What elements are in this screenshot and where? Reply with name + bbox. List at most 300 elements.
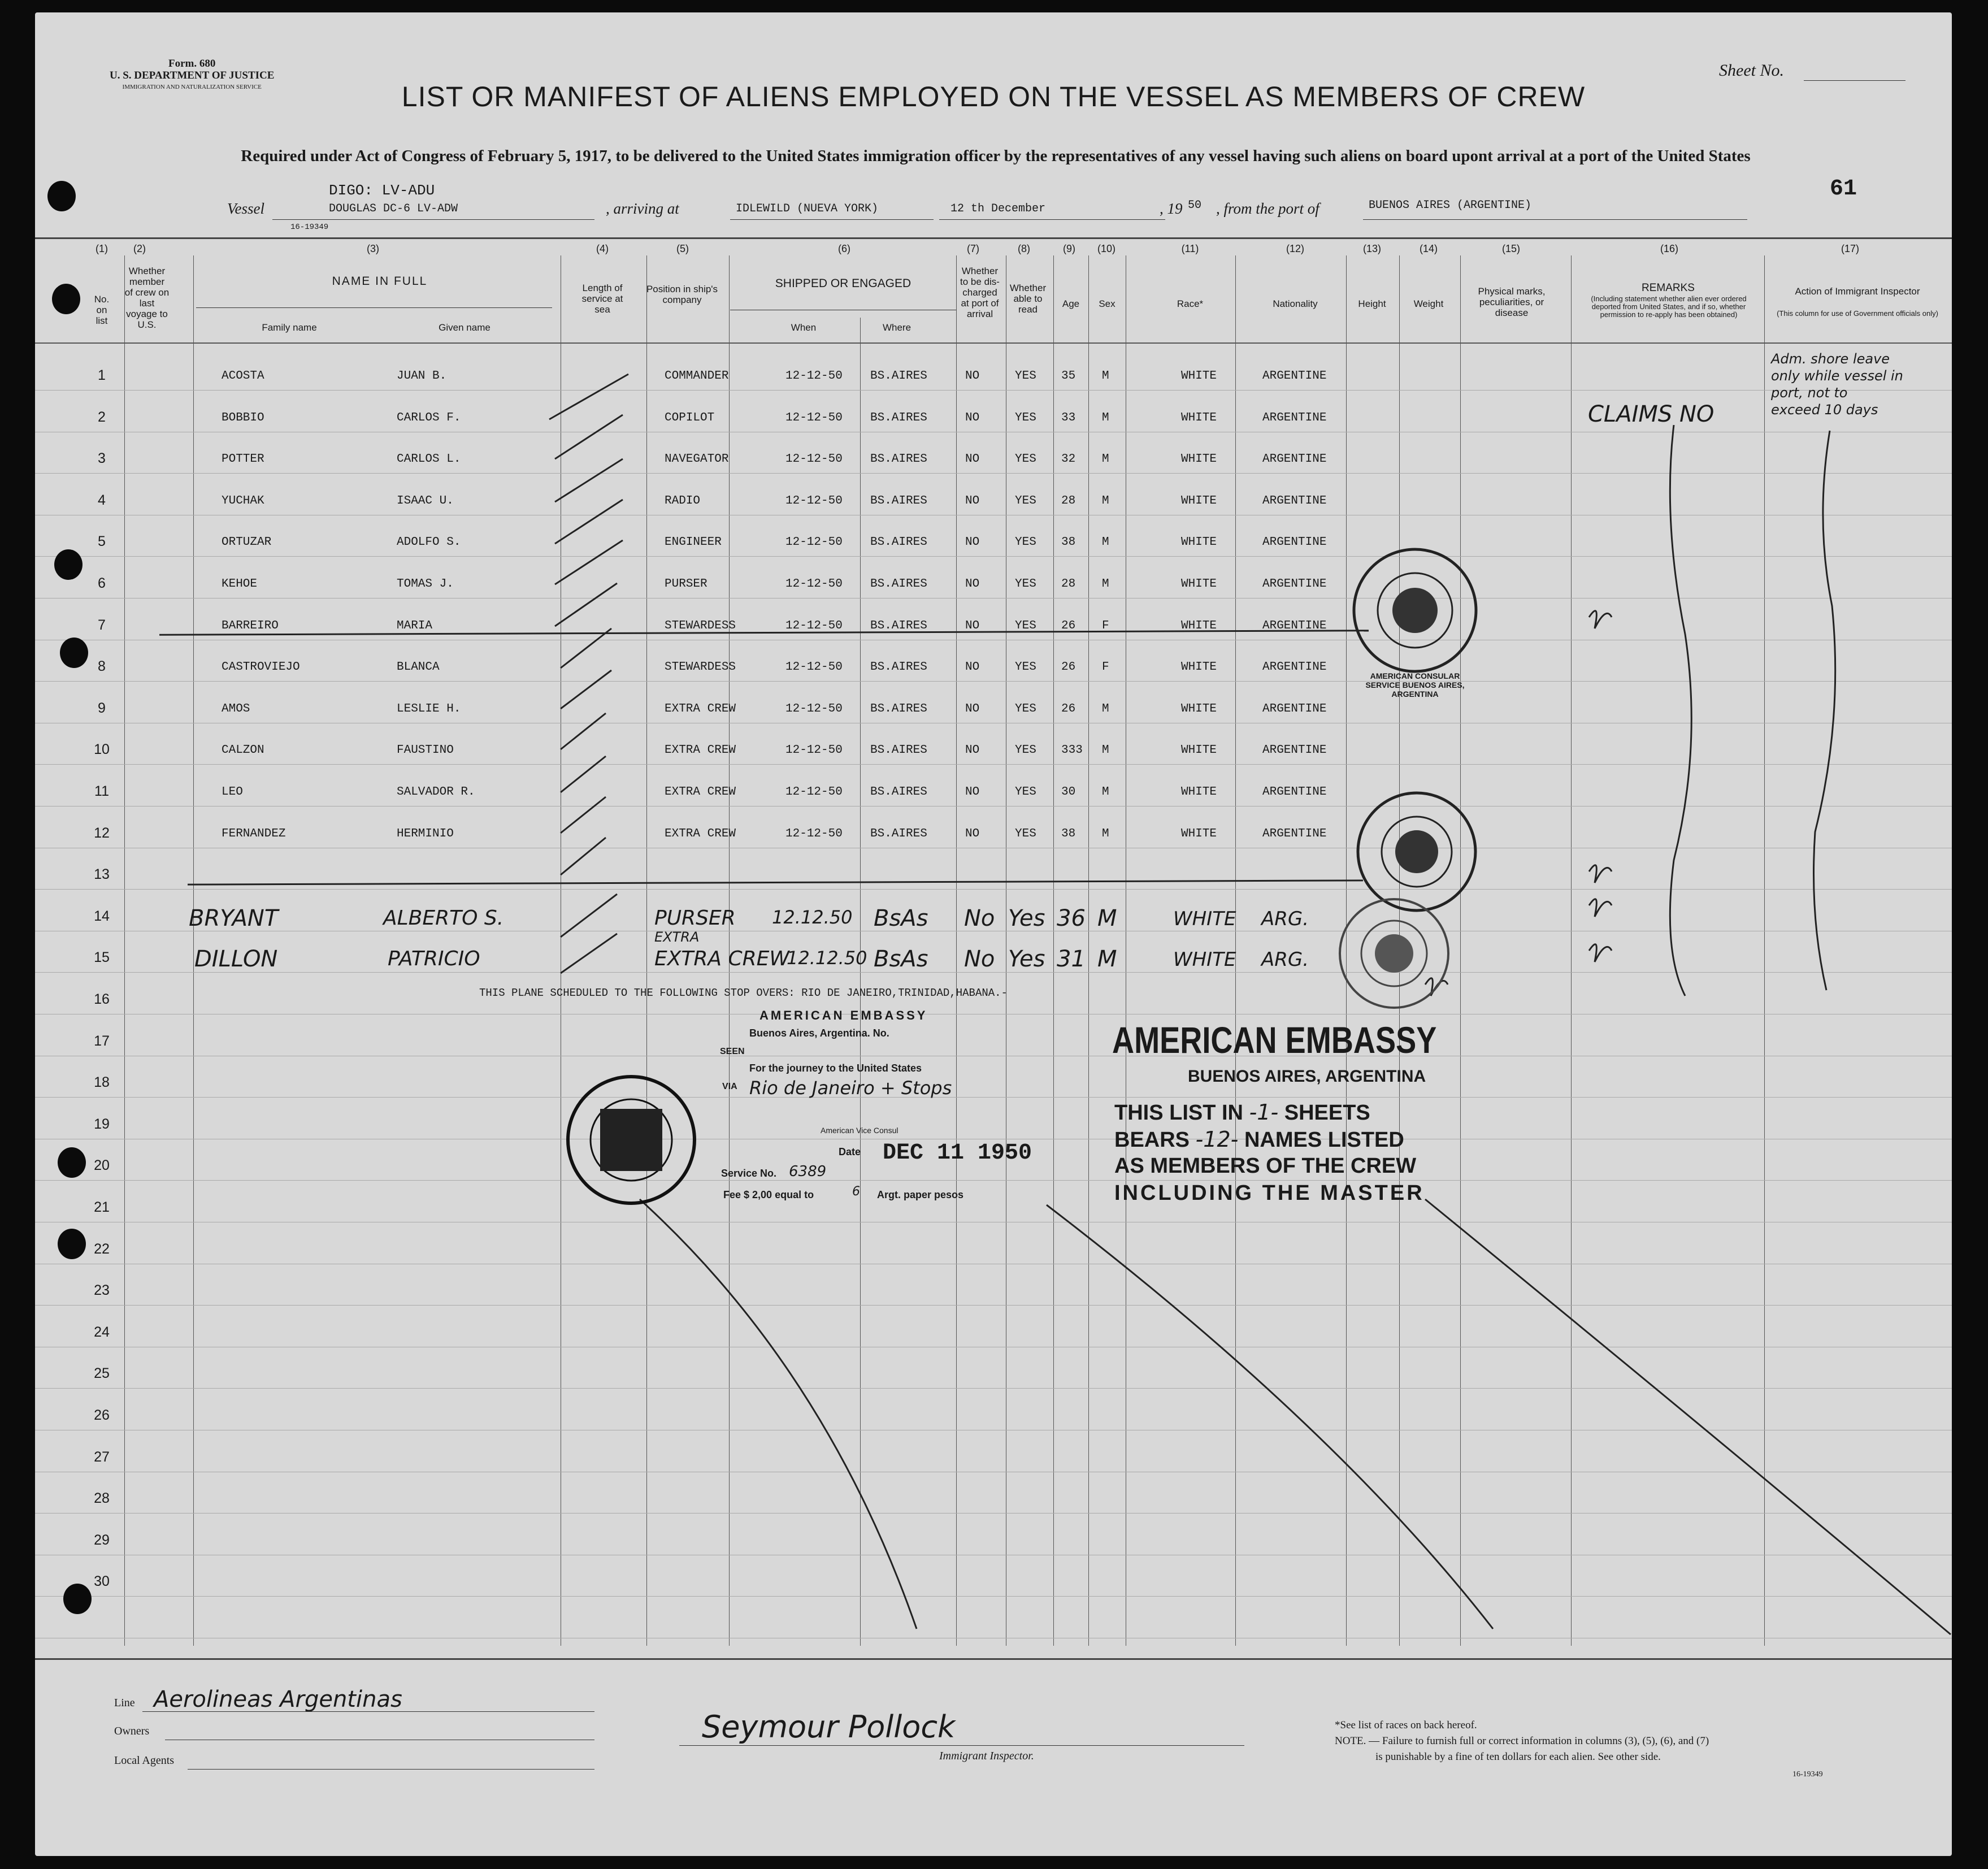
crew-age-cell: 28 <box>1061 495 1076 508</box>
action-line-2: only while vessel in <box>1771 368 1903 384</box>
crew-position-cell: STEWARDESS <box>665 619 736 632</box>
crew-sex-cell: M <box>1102 453 1109 466</box>
crew-age-cell: 32 <box>1061 453 1076 466</box>
col-num-10: (10) <box>1097 243 1115 254</box>
crew-position-cell: EXTRA CREW <box>665 744 736 757</box>
header-height: Height <box>1358 298 1386 309</box>
col-num-3: (3) <box>367 243 379 254</box>
crew-read-cell: YES <box>1015 827 1036 840</box>
crew-race-cell: WHITE <box>1181 411 1217 424</box>
hand-given-14: PATRICIO <box>388 947 480 970</box>
hand-read-13: Yes <box>1008 905 1045 931</box>
row-number: 22 <box>94 1241 110 1257</box>
crew-nationality-cell: ARGENTINE <box>1262 702 1327 715</box>
remarks-handwritten: CLAIMS NO <box>1588 401 1714 427</box>
crew-family-cell: AMOS <box>222 702 250 715</box>
crew-family-cell: LEO <box>222 786 243 799</box>
row-number: 19 <box>94 1116 110 1132</box>
header-weight: Weight <box>1413 298 1444 309</box>
crew-discharged-cell: NO <box>965 744 980 757</box>
header-remarks: REMARKS <box>1642 282 1695 294</box>
remarks-ditto-line <box>1670 425 1691 996</box>
crew-family-cell: CASTROVIEJO <box>222 661 300 674</box>
pen-strokes <box>35 12 1952 1856</box>
header-nationality: Nationality <box>1273 298 1318 309</box>
crew-read-cell: YES <box>1015 370 1036 383</box>
crew-nationality-cell: ARGENTINE <box>1262 495 1327 508</box>
visa-stamp-vice-consul: American Vice Consul <box>821 1126 898 1135</box>
stopovers-note: THIS PLANE SCHEDULED TO THE FOLLOWING STOP OVERS: RIO DE JANEIRO,TRINIDAD,HABANA.- <box>479 987 1008 999</box>
row-number: 15 <box>94 949 110 965</box>
hand-where-14: BsAs <box>874 946 928 972</box>
row-number: 20 <box>94 1157 110 1173</box>
crew-read-cell: YES <box>1015 495 1036 508</box>
col-num-7: (7) <box>967 243 979 254</box>
inspector-label: Immigrant Inspector. <box>939 1750 1034 1762</box>
col-num-2: (2) <box>133 243 146 254</box>
crew-given-cell: ADOLFO S. <box>397 536 461 549</box>
hand-position-13: PURSER <box>654 907 736 930</box>
crew-where-cell: BS.AIRES <box>870 786 927 799</box>
crew-read-cell: YES <box>1015 702 1036 715</box>
crew-age-cell: 38 <box>1061 536 1076 549</box>
crew-family-cell: POTTER <box>222 453 264 466</box>
embassy-stamp-master: INCLUDING THE MASTER <box>1114 1181 1425 1205</box>
crew-where-cell: BS.AIRES <box>870 536 927 549</box>
crew-where-cell: BS.AIRES <box>870 702 927 715</box>
crew-family-cell: BARREIRO <box>222 619 279 632</box>
embassy-names-suffix: NAMES LISTED <box>1244 1128 1404 1152</box>
row-number: 13 <box>94 866 110 882</box>
visa-stamp-date: DEC 11 1950 <box>883 1141 1032 1166</box>
crew-n-cell: 7 <box>98 617 106 633</box>
header-last-voyage: Whether member of crew on last voyage to U.S. <box>124 266 170 330</box>
visa-stamp-via-value: Rio de Janeiro + Stops <box>749 1077 952 1099</box>
header-given-name: Given name <box>439 322 491 333</box>
crew-n-cell: 2 <box>98 409 106 425</box>
col-num-9: (9) <box>1063 243 1075 254</box>
binder-hole <box>58 1147 86 1178</box>
crew-position-cell: ENGINEER <box>665 536 722 549</box>
page-subtitle: Required under Act of Congress of February 5, 1917, to be delivered to the United States immigration officer by the representatives of any vessel having such aliens on board upont arrival at a port of the United States <box>241 147 1751 165</box>
crew-read-cell: YES <box>1015 786 1036 799</box>
hand-when-13: 12.12.50 <box>772 907 853 928</box>
hand-nationality-14: ARG. <box>1261 948 1309 971</box>
cancel-line-3 <box>1425 1199 1951 1634</box>
header-action-note: (This column for use of Government officials only) <box>1777 309 1938 318</box>
crew-where-cell: BS.AIRES <box>870 411 927 424</box>
crew-where-cell: BS.AIRES <box>870 370 927 383</box>
consular-seal-1-text: AMERICAN CONSULAR SERVICE BUENOS AIRES, ARGENTINA <box>1365 671 1465 699</box>
sheet-number-label: Sheet No. <box>1719 61 1784 80</box>
action-ditto-line <box>1814 431 1835 990</box>
col-num-5: (5) <box>676 243 689 254</box>
crew-n-cell: 11 <box>94 783 109 799</box>
crew-read-cell: YES <box>1015 453 1036 466</box>
crew-nationality-cell: ARGENTINE <box>1262 744 1327 757</box>
header-no-on-list: No. on list <box>94 294 110 326</box>
binder-hole <box>58 1229 86 1259</box>
col-num-11: (11) <box>1181 243 1199 254</box>
crew-family-cell: CALZON <box>222 744 264 757</box>
crew-race-cell: WHITE <box>1181 578 1217 591</box>
crew-nationality-cell: ARGENTINE <box>1262 661 1327 674</box>
crew-position-cell: STEWARDESS <box>665 661 736 674</box>
visa-stamp-via: VIA <box>722 1082 737 1091</box>
date-value: 12 th December <box>950 202 1046 215</box>
crew-given-cell: ISAAC U. <box>397 495 454 508</box>
visa-stamp-seen: SEEN <box>720 1047 745 1056</box>
inspector-signature: Seymour Pollock <box>702 1709 956 1745</box>
footer-note-races: *See list of races on back hereof. <box>1335 1719 1477 1731</box>
col-num-4: (4) <box>596 243 609 254</box>
crew-sex-cell: F <box>1102 661 1109 674</box>
crew-nationality-cell: ARGENTINE <box>1262 453 1327 466</box>
crew-where-cell: BS.AIRES <box>870 495 927 508</box>
header-discharged: Whether to be dis-charged at port of arrival <box>960 266 1000 319</box>
action-line-1: Adm. shore leave <box>1771 351 1890 367</box>
embassy-stamp-sheets <box>1114 1100 1370 1125</box>
header-action-of-inspector: Action of Immigrant Inspector <box>1795 286 1920 297</box>
hand-discharged-14: No <box>964 946 995 972</box>
crew-when-cell: 12-12-50 <box>785 536 843 549</box>
row-number: 18 <box>94 1074 110 1090</box>
crew-sex-cell: F <box>1102 619 1109 632</box>
footer-owners-label: Owners <box>114 1725 150 1737</box>
crew-where-cell: BS.AIRES <box>870 578 927 591</box>
hand-race-14: WHITE <box>1173 948 1236 971</box>
crew-position-cell: COPILOT <box>665 411 715 424</box>
consular-seal-3 <box>1335 894 1453 1013</box>
crew-n-cell: 5 <box>98 534 106 549</box>
crew-n-cell: 12 <box>94 825 110 841</box>
header-where: Where <box>882 322 911 333</box>
embassy-stamp-title: AMERICAN EMBASSY <box>1112 1019 1437 1061</box>
crew-when-cell: 12-12-50 <box>785 453 843 466</box>
crew-family-cell: BOBBIO <box>222 411 264 424</box>
crew-when-cell: 12-12-50 <box>785 495 843 508</box>
embassy-sheets-label: THIS LIST IN <box>1114 1101 1243 1125</box>
crew-race-cell: WHITE <box>1181 702 1217 715</box>
crew-race-cell: WHITE <box>1181 536 1217 549</box>
crew-n-cell: 10 <box>94 741 110 757</box>
crew-family-cell: ORTUZAR <box>222 536 272 549</box>
crew-position-cell: EXTRA CREW <box>665 827 736 840</box>
crew-discharged-cell: NO <box>965 619 980 632</box>
crew-sex-cell: M <box>1102 786 1109 799</box>
header-remarks-note: (Including statement whether alien ever ordered deported from United States, and if so, whether permission to re-apply has been obtained) <box>1591 294 1747 319</box>
crew-position-cell: PURSER <box>665 578 707 591</box>
header-able-to-read: Whether able to read <box>1009 283 1047 315</box>
crew-given-cell: LESLIE H. <box>397 702 461 715</box>
page-title: LIST OR MANIFEST OF ALIENS EMPLOYED ON THE VESSEL AS MEMBERS OF CREW <box>401 81 1586 112</box>
row-number: 16 <box>94 991 110 1007</box>
crew-race-cell: WHITE <box>1181 786 1217 799</box>
embassy-stamp-city: BUENOS AIRES, ARGENTINA <box>1188 1067 1426 1086</box>
header-shipped-or-engaged: SHIPPED OR ENGAGED <box>775 277 911 290</box>
arriving-value: IDLEWILD (NUEVA YORK) <box>736 202 879 215</box>
form-code-top: 16-19349 <box>290 223 329 232</box>
crew-where-cell: BS.AIRES <box>870 619 927 632</box>
hand-sex-13: M <box>1097 905 1117 931</box>
crew-when-cell: 12-12-50 <box>785 702 843 715</box>
col-num-8: (8) <box>1018 243 1030 254</box>
crew-given-cell: TOMAS J. <box>397 578 454 591</box>
crew-when-cell: 12-12-50 <box>785 619 843 632</box>
embassy-stamp-names <box>1114 1127 1404 1152</box>
header-length-of-service: Length of service at sea <box>581 283 623 315</box>
visa-stamp-date-label: Date <box>839 1146 861 1157</box>
crew-discharged-cell: NO <box>965 453 980 466</box>
crew-nationality-cell: ARGENTINE <box>1262 411 1327 424</box>
footer-agents-label: Local Agents <box>114 1754 175 1767</box>
crew-discharged-cell: NO <box>965 661 980 674</box>
crew-family-cell: YUCHAK <box>222 495 264 508</box>
crew-age-cell: 38 <box>1061 827 1076 840</box>
header-when: When <box>791 322 817 333</box>
crew-race-cell: WHITE <box>1181 619 1217 632</box>
crew-when-cell: 12-12-50 <box>785 661 843 674</box>
crew-family-cell: KEHOE <box>222 578 258 591</box>
crew-age-cell: 333 <box>1061 744 1083 757</box>
crew-read-cell: YES <box>1015 578 1036 591</box>
crew-n-cell: 6 <box>98 575 106 591</box>
embassy-sheets-suffix: SHEETS <box>1284 1101 1370 1125</box>
visa-stamp-service-value: 6389 <box>789 1163 827 1180</box>
vessel-label: Vessel <box>227 200 264 217</box>
digo-code: DIGO: LV-ADU <box>329 182 435 199</box>
col-num-17: (17) <box>1841 243 1859 254</box>
crew-given-cell: CARLOS L. <box>397 453 461 466</box>
crew-family-cell: FERNANDEZ <box>222 827 286 840</box>
crew-where-cell: BS.AIRES <box>870 453 927 466</box>
crew-sex-cell: M <box>1102 411 1109 424</box>
crew-read-cell: YES <box>1015 411 1036 424</box>
col-num-6: (6) <box>838 243 850 254</box>
crew-race-cell: WHITE <box>1181 370 1217 383</box>
crew-when-cell: 12-12-50 <box>785 370 843 383</box>
crew-discharged-cell: NO <box>965 536 980 549</box>
col-num-15: (15) <box>1501 243 1520 254</box>
crew-family-cell: ACOSTA <box>222 370 264 383</box>
row-number: 21 <box>94 1199 110 1215</box>
crew-discharged-cell: NO <box>965 702 980 715</box>
consular-seal-4 <box>561 1069 702 1211</box>
crew-given-cell: BLANCA <box>397 661 440 674</box>
hand-extra-label: EXTRA <box>654 929 700 945</box>
binder-hole <box>47 181 76 211</box>
visa-stamp-fee-value: 6 <box>852 1185 860 1199</box>
embassy-names-count: -12- <box>1195 1127 1239 1152</box>
crew-position-cell: RADIO <box>665 495 701 508</box>
col-num-12: (12) <box>1286 243 1304 254</box>
binder-hole <box>52 284 80 314</box>
header-name-in-full: NAME IN FULL <box>332 275 428 288</box>
arriving-label: , arriving at <box>606 200 679 217</box>
row-number: 17 <box>94 1033 110 1049</box>
manifest-sheet <box>35 12 1952 1856</box>
visa-stamp-fee: Fee $ 2,00 equal to <box>723 1189 814 1200</box>
crew-race-cell: WHITE <box>1181 827 1217 840</box>
binder-hole <box>60 638 88 668</box>
crew-age-cell: 33 <box>1061 411 1076 424</box>
crew-discharged-cell: NO <box>965 578 980 591</box>
crew-read-cell: YES <box>1015 661 1036 674</box>
crew-n-cell: 3 <box>98 450 106 466</box>
col-num-1: (1) <box>96 243 108 254</box>
crew-race-cell: WHITE <box>1181 495 1217 508</box>
page-number: 61 <box>1830 176 1857 202</box>
hand-family-14: DILLON <box>194 946 278 972</box>
crew-sex-cell: M <box>1102 536 1109 549</box>
hand-given-13: ALBERTO S. <box>383 907 504 930</box>
crew-when-cell: 12-12-50 <box>785 411 843 424</box>
col-num-16: (16) <box>1660 243 1678 254</box>
crew-given-cell: HERMINIO <box>397 827 454 840</box>
crew-discharged-cell: NO <box>965 786 980 799</box>
consular-seal-1 <box>1347 543 1483 678</box>
crew-given-cell: CARLOS F. <box>397 411 461 424</box>
row-number: 23 <box>94 1282 110 1298</box>
crew-nationality-cell: ARGENTINE <box>1262 786 1327 799</box>
cancel-line-2 <box>1047 1205 1493 1629</box>
vessel-value: DOUGLAS DC-6 LV-ADW <box>329 202 458 215</box>
crew-given-cell: JUAN B. <box>397 370 447 383</box>
binder-hole <box>54 549 83 580</box>
hand-age-13: 36 <box>1057 905 1086 931</box>
embassy-stamp-crew: AS MEMBERS OF THE CREW <box>1114 1154 1417 1178</box>
tick-row-1 <box>549 374 628 419</box>
row-number: 27 <box>94 1449 110 1465</box>
hand-race-13: WHITE <box>1173 908 1236 930</box>
crew-when-cell: 12-12-50 <box>785 744 843 757</box>
crew-race-cell: WHITE <box>1181 661 1217 674</box>
row-number: 28 <box>94 1490 110 1506</box>
form-number: Form. 680 <box>168 58 216 70</box>
visa-stamp-title: AMERICAN EMBASSY <box>759 1008 928 1022</box>
hand-when-14: 12.12.50 <box>787 947 867 969</box>
crew-when-cell: 12-12-50 <box>785 578 843 591</box>
crew-where-cell: BS.AIRES <box>870 661 927 674</box>
row-number: 26 <box>94 1407 110 1423</box>
visa-stamp-journey: For the journey to the United States <box>749 1063 922 1074</box>
header-age: Age <box>1062 298 1080 309</box>
action-line-3: port, not to <box>1771 385 1848 401</box>
hand-position-14: EXTRA CREW <box>654 947 789 970</box>
footer-form-code: 16-19349 <box>1792 1770 1823 1779</box>
crew-where-cell: BS.AIRES <box>870 827 927 840</box>
col-num-13: (13) <box>1362 243 1381 254</box>
year-value: 50 <box>1188 199 1202 212</box>
header-family-name: Family name <box>262 322 317 333</box>
embassy-names-label: BEARS <box>1114 1128 1190 1152</box>
footer-line-value: Aerolineas Argentinas <box>154 1686 402 1712</box>
hand-read-14: Yes <box>1008 946 1045 972</box>
crew-sex-cell: M <box>1102 578 1109 591</box>
crew-position-cell: NAVEGATOR <box>665 453 729 466</box>
crew-sex-cell: M <box>1102 495 1109 508</box>
service-name: IMMIGRATION AND NATURALIZATION SERVICE <box>122 84 262 90</box>
hand-discharged-13: No <box>964 905 995 931</box>
crew-n-cell: 4 <box>98 492 106 508</box>
visa-stamp-city: Buenos Aires, Argentina. No. <box>749 1027 889 1039</box>
from-port-value: BUENOS AIRES (ARGENTINE) <box>1369 199 1532 212</box>
crew-read-cell: YES <box>1015 536 1036 549</box>
crew-position-cell: EXTRA CREW <box>665 702 736 715</box>
crew-nationality-cell: ARGENTINE <box>1262 578 1327 591</box>
row-number: 29 <box>94 1532 110 1548</box>
binder-hole <box>63 1584 92 1614</box>
hand-nationality-13: ARG. <box>1261 908 1309 930</box>
crew-discharged-cell: NO <box>965 411 980 424</box>
visa-stamp-service-no: Service No. <box>721 1168 777 1179</box>
from-port-label: , from the port of <box>1216 200 1319 217</box>
crew-position-cell: EXTRA CREW <box>665 786 736 799</box>
department-name: U. S. DEPARTMENT OF JUSTICE <box>110 70 275 81</box>
crew-given-cell: SALVADOR R. <box>397 786 475 799</box>
crew-position-cell: COMMANDER <box>665 370 729 383</box>
crew-sex-cell: M <box>1102 702 1109 715</box>
crew-n-cell: 9 <box>98 700 106 716</box>
crew-discharged-cell: NO <box>965 495 980 508</box>
header-position: Position in ship's company <box>646 284 718 305</box>
row-number: 24 <box>94 1324 110 1340</box>
hand-sex-14: M <box>1097 946 1117 972</box>
row-number: 25 <box>94 1365 110 1381</box>
crew-age-cell: 35 <box>1061 370 1076 383</box>
crew-race-cell: WHITE <box>1181 453 1217 466</box>
crew-sex-cell: M <box>1102 744 1109 757</box>
crew-when-cell: 12-12-50 <box>785 786 843 799</box>
crew-age-cell: 26 <box>1061 661 1076 674</box>
crew-age-cell: 28 <box>1061 578 1076 591</box>
crew-age-cell: 26 <box>1061 702 1076 715</box>
footer-line-label: Line <box>114 1697 135 1709</box>
crew-given-cell: FAUSTINO <box>397 744 454 757</box>
crew-given-cell: MARIA <box>397 619 433 632</box>
row-number: 14 <box>94 908 110 924</box>
crew-age-cell: 26 <box>1061 619 1076 632</box>
crew-nationality-cell: ARGENTINE <box>1262 619 1327 632</box>
cancel-line-1 <box>640 1199 917 1629</box>
crew-nationality-cell: ARGENTINE <box>1262 536 1327 549</box>
header-physical-marks: Physical marks, peculiarities, or disease <box>1478 286 1546 318</box>
crew-read-cell: YES <box>1015 744 1036 757</box>
crew-where-cell: BS.AIRES <box>870 744 927 757</box>
crew-race-cell: WHITE <box>1181 744 1217 757</box>
crew-sex-cell: M <box>1102 370 1109 383</box>
col-num-14: (14) <box>1419 243 1438 254</box>
crew-nationality-cell: ARGENTINE <box>1262 827 1327 840</box>
crew-discharged-cell: NO <box>965 370 980 383</box>
crew-read-cell: YES <box>1015 619 1036 632</box>
crew-nationality-cell: ARGENTINE <box>1262 370 1327 383</box>
action-line-4: exceed 10 days <box>1771 402 1878 418</box>
embassy-sheets-count: -1- <box>1249 1100 1279 1125</box>
header-race: Race* <box>1177 298 1204 309</box>
visa-stamp-fee-suffix: Argt. paper pesos <box>877 1189 964 1200</box>
crew-discharged-cell: NO <box>965 827 980 840</box>
row-number: 30 <box>94 1573 110 1589</box>
crew-n-cell: 1 <box>98 367 106 383</box>
crew-age-cell: 30 <box>1061 786 1076 799</box>
crew-sex-cell: M <box>1102 827 1109 840</box>
crew-when-cell: 12-12-50 <box>785 827 843 840</box>
footer-note-fine-1: NOTE. — Failure to furnish full or correct information in columns (3), (5), (6), and (7) <box>1335 1735 1709 1747</box>
footer-note-fine-2: is punishable by a fine of ten dollars for each alien. See other side. <box>1375 1751 1661 1763</box>
hand-age-14: 31 <box>1057 946 1086 972</box>
hand-where-13: BsAs <box>874 905 928 931</box>
